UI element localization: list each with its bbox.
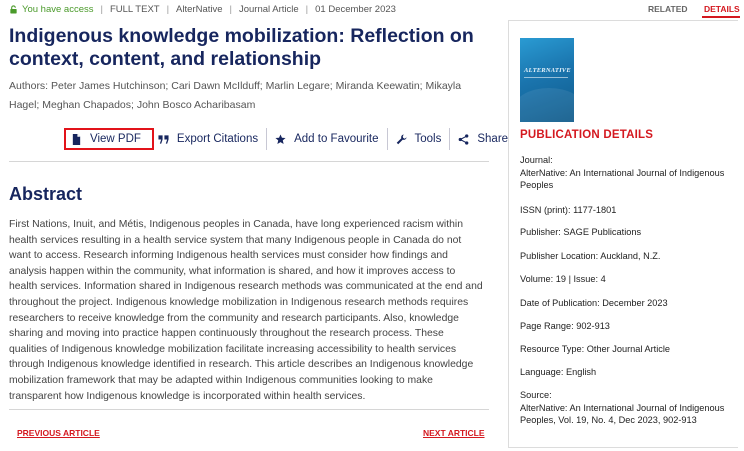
detail-language [520, 366, 730, 379]
detail-journal [520, 154, 730, 192]
abstract-text: First Nations, Inuit, and Métis, Indigenous peoples in Canada, have long experienced racism within health services resulting in a health service system that many Indigenous people in Canada do not want to access. Research informing Indigenous health services must consider how findings and analysis happen within the community, what information is shared, and how it improves access to health services. Information shared in Indigenous research methods was communicated at the end and throughout the project. Indigenous knowledge mobilization in Indigenous research methods requires researchers to receive knowledge from the community and research participants. Also, knowledge sharing and moving into practice happen continuously throughout the research process. These qualities of Indigenous knowledge mobilization facilitate increasing accessibility to health services through Indigenous knowledge identified in research. This article describes an Indigenous knowledge mobilization framework that may be adapted within Indigenous communities looking to make transparent how Indigenous knowledge is incorporated within health services. [9, 219, 483, 402]
detail-page-range [520, 320, 730, 333]
view-pdf-label: View PDF [90, 133, 141, 145]
detail-volume-issue [520, 273, 730, 286]
divider [9, 409, 489, 410]
article-meta-bar [9, 4, 396, 15]
wrench-icon [396, 134, 407, 145]
detail-source [520, 389, 730, 427]
content-type: Journal Article [238, 4, 299, 15]
cover-title: ALTERNATIVE [524, 67, 571, 74]
tab-details[interactable]: DETAILS [704, 4, 740, 14]
detail-label: ISSN (print): [520, 205, 571, 215]
next-article-link[interactable]: NEXT ARTICLE [423, 428, 485, 438]
detail-value: AlterNative: An International Journal of Indigenous Peoples [520, 167, 725, 191]
access-text: You have access [22, 4, 94, 15]
share-icon [458, 134, 469, 145]
detail-label: Publisher: [520, 227, 561, 237]
share-button[interactable] [450, 128, 508, 150]
journal-cover-image[interactable] [520, 38, 574, 122]
publication-details-panel [508, 20, 738, 448]
detail-value: December 2023 [602, 298, 668, 308]
previous-article-link[interactable]: PREVIOUS ARTICLE [17, 428, 100, 438]
detail-value: AlterNative: An International Journal of Indigenous Peoples, Vol. 19, No. 4, Dec 2023, 902-913 [520, 402, 725, 426]
detail-publisher-location [520, 250, 730, 263]
share-label: Share [477, 133, 509, 145]
detail-resource-type [520, 343, 730, 356]
detail-value: Auckland, N.Z. [600, 251, 661, 261]
active-tab-indicator [702, 16, 740, 18]
tools-button[interactable] [388, 128, 451, 150]
cover-rule [524, 77, 568, 78]
separator: | [100, 4, 103, 15]
authors-label: Authors: [9, 80, 49, 92]
detail-label: Resource Type: [520, 344, 585, 354]
detail-publication-date [520, 297, 730, 310]
authors-list[interactable]: Peter James Hutchinson; Cari Dawn McIlduff; Marlin Legare; Miranda Keewatin; Mikayla Hagel; Meghan Chapados; John Bosco Acharibasam [9, 80, 462, 111]
article-toolbar [64, 128, 508, 150]
detail-label: Date of Publication: [520, 298, 600, 308]
add-to-favourite-button[interactable] [267, 128, 387, 150]
detail-value: 1177-1801 [573, 205, 617, 215]
detail-label: Publisher Location: [520, 251, 599, 261]
detail-publisher [520, 226, 730, 239]
detail-label: Source: [520, 390, 552, 400]
article-title: Indigenous knowledge mobilization: Reflection on context, content, and relationship [9, 25, 474, 70]
separator: | [229, 4, 232, 15]
add-favourite-label: Add to Favourite [294, 133, 379, 145]
abstract-heading: Abstract [9, 184, 83, 204]
quote-icon [158, 134, 169, 145]
publication-date: 01 December 2023 [315, 4, 396, 15]
document-icon [71, 134, 82, 145]
detail-label: Page Range: [520, 321, 574, 331]
export-citations-button[interactable] [154, 128, 267, 150]
detail-value: SAGE Publications [563, 227, 642, 237]
journal-name: AlterNative [176, 4, 223, 15]
detail-label: Language: [520, 367, 564, 377]
separator: | [166, 4, 170, 15]
tools-label: Tools [414, 133, 442, 145]
full-text-label: FULL TEXT [109, 4, 160, 15]
authors-line [9, 77, 479, 115]
tab-related[interactable]: RELATED [648, 4, 688, 14]
detail-value: Other Journal Article [586, 344, 670, 354]
publication-details-heading: PUBLICATION DETAILS [520, 129, 654, 141]
detail-issn [520, 204, 730, 217]
unlock-icon [9, 5, 18, 14]
detail-label: Volume: [520, 274, 554, 284]
view-pdf-button[interactable] [64, 128, 154, 150]
access-status [9, 4, 93, 15]
detail-value: 19 [555, 274, 566, 284]
export-citations-label: Export Citations [176, 133, 259, 145]
detail-label: | Issue: [568, 274, 599, 284]
detail-label: Journal: [520, 155, 553, 165]
detail-value: English [566, 367, 597, 377]
separator: | [305, 4, 309, 15]
cover-decoration [520, 88, 574, 122]
detail-value: 4 [600, 274, 606, 284]
star-icon [275, 134, 286, 145]
detail-value: 902-913 [576, 321, 610, 331]
divider [9, 161, 489, 162]
